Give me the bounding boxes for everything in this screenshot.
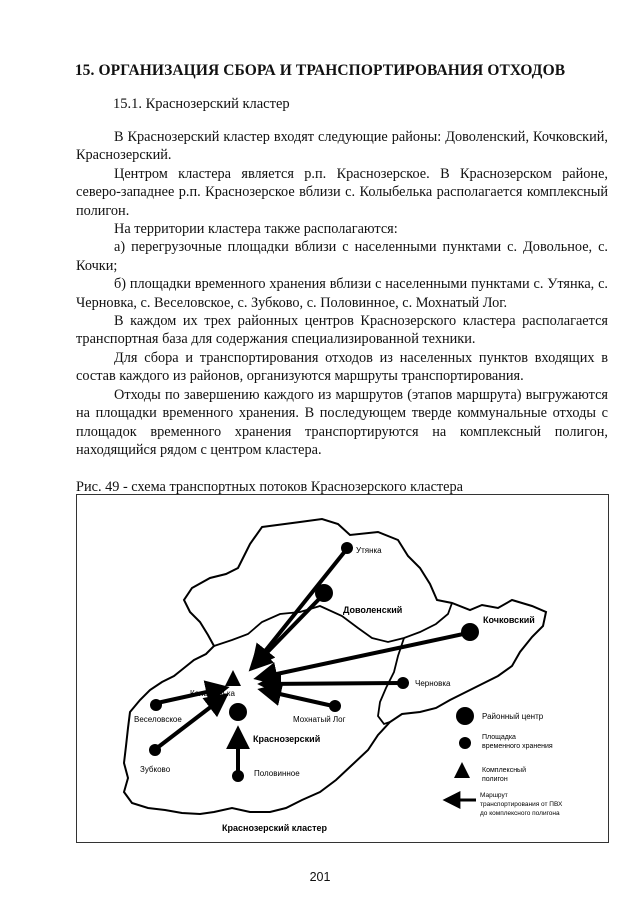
legend-landfill-marker [454,762,470,778]
paragraph: б) площадки временного хранения вблизи с населенными пунктами с. Утянка, с. Черновка, с. Веселовское, с. Зубково, с. Половинное, с. Мохнатый Лог. [76,276,608,311]
legend-label: Маршрут [480,792,508,799]
place-label: Мохнатый Лог [293,715,346,724]
route-arrow [262,683,401,684]
district-center-marker [229,703,247,721]
place-label: Кочковский [483,615,535,625]
map-title: Краснозерский кластер [222,823,328,833]
paragraph: В Краснозерский кластер входят следующие районы: Доволенский, Кочковский, Краснозерский. [76,129,608,164]
place-label: Черновка [415,679,451,688]
paragraph: На территории кластера также располагаются: [114,221,398,238]
route-arrow [262,690,333,706]
place-label: Колыбелька [190,689,235,698]
legend-label: Площадка [482,734,516,741]
storage-site-marker [150,699,162,711]
figure-caption: Рис. 49 - схема транспортных потоков Краснозерского кластера [76,479,463,495]
legend-label: до комплексного полигона [480,810,560,817]
place-label: Зубково [140,765,171,774]
legend-label: Районный центр [482,712,544,721]
legend-label: полигон [482,776,508,783]
legend-label: Комплексный [482,767,526,774]
legend-label: временного хранения [482,743,553,750]
storage-site-marker [149,744,161,756]
place-label: Краснозерский [253,734,321,744]
route-arrow [258,633,468,678]
place-label: Половинное [254,769,300,778]
storage-site-marker [397,677,409,689]
paragraph: Центром кластера является р.п. Краснозерское. В Краснозерском районе, северо-западнее р.п. Краснозерское вблизи с. Колыбелька располагается комплексный полигон. [76,165,608,219]
paragraph: Для сбора и транспортирования отходов из населенных пунктов входящих в состав каждого из районов, организуются маршруты транспортирования. [76,349,608,385]
subsection-heading: 15.1. Краснозерский кластер [113,96,290,112]
place-label: Утянка [356,546,382,555]
place-label: Доволенский [343,605,403,615]
storage-site-marker [232,770,244,782]
page-number: 201 [309,870,331,884]
legend-label: транспортирования от ПВХ [480,801,563,808]
district-center-marker [315,584,333,602]
storage-site-marker [329,700,341,712]
paragraph: а) перегрузочные площадки вблизи с населенными пунктами с. Довольное, с. Кочки; [76,239,608,274]
landfill-marker [225,670,241,686]
route-arrow [254,550,346,665]
district-border [214,603,452,646]
section-heading: 15. ОРГАНИЗАЦИЯ СБОРА И ТРАНСПОРТИРОВАНИЯ ОТХОДОВ [74,62,566,79]
district-center-marker [461,623,479,641]
route-arrow [252,595,323,668]
legend-storage-site-marker [459,737,471,749]
place-label: Веселовское [134,715,182,724]
paragraph: В каждом их трех районных центров Краснозерского кластера располагается транспортная база для содержания специализированной техники. [76,313,608,348]
legend-district-center-marker [456,707,474,725]
storage-site-marker [341,542,353,554]
paragraph: Отходы по завершению каждого из маршрутов (этапов маршрута) выгружаются на площадки временного хранения. В последующем тверде коммунальные отходы с площадок временного хранения транспортируются на комплексный полигон, находящийся рядом с центром кластера. [76,386,608,458]
